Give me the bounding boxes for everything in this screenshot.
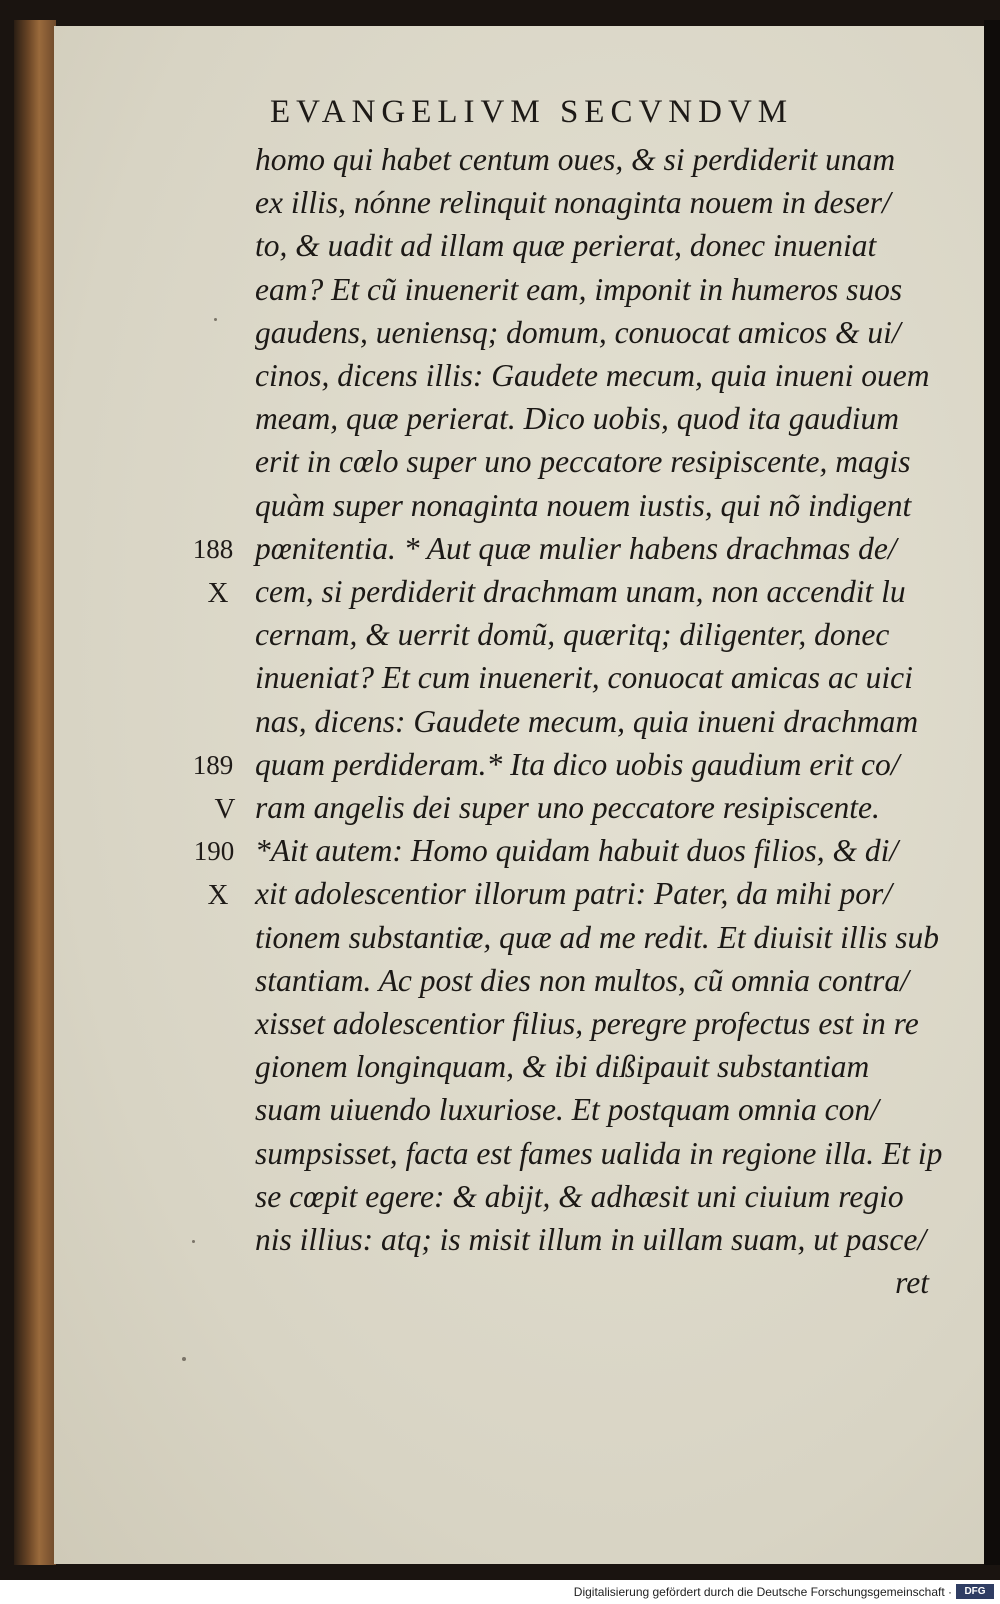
text-line: gaudens, ueniensq; domum, conuocat amicos & ui/ bbox=[255, 314, 901, 350]
margin-note-x: X bbox=[207, 879, 229, 911]
margin-note-v: V bbox=[214, 793, 236, 825]
text-line: quàm super nonaginta nouem iustis, qui nõ indigent bbox=[255, 487, 912, 523]
body-text bbox=[255, 138, 943, 1304]
text-line: cem, si perdiderit drachmam unam, non accendit lu bbox=[255, 574, 906, 610]
text-line: *Ait autem: Homo quidam habuit duos filios, & di/ bbox=[255, 833, 899, 869]
footer-credit: Digitalisierung gefördert durch die Deutsche Forschungsgemeinschaft · bbox=[573, 1585, 952, 1599]
margin-note-x: X bbox=[207, 577, 229, 609]
text-line: inueniat? Et cum inuenerit, conuocat amicas ac uici bbox=[255, 660, 913, 696]
text-line: xit adolescentior illorum patri: Pater, da mihi por/ bbox=[255, 876, 892, 912]
text-line: eam? Et cũ inuenerit eam, imponit in humeros suos bbox=[255, 271, 903, 307]
text-line: meam, quæ perierat. Dico uobis, quod ita gaudium bbox=[255, 401, 899, 437]
text-line: cernam, & uerrit domũ, quæritq; diligenter, donec bbox=[255, 617, 890, 653]
running-head: EVANGELIVM SECVNDVM bbox=[270, 94, 794, 130]
book-binding bbox=[14, 20, 56, 1565]
text-line: quam perdideram.* Ita dico uobis gaudium erit co/ bbox=[255, 746, 900, 782]
text-line: nas, dicens: Gaudete mecum, quia inueni drachmam bbox=[255, 703, 919, 739]
text-line: xisset adolescentior filius, peregre profectus est in re bbox=[255, 1006, 919, 1042]
text-line: sumpsisset, facta est fames ualida in regione illa. Et ip bbox=[255, 1135, 943, 1171]
page-edge-shadow bbox=[984, 20, 1000, 1565]
text-line: suam uiuendo luxuriose. Et postquam omnia con/ bbox=[255, 1092, 879, 1128]
text-line: nis illius: atq; is misit illum in uillam suam, ut pasce/ bbox=[255, 1222, 927, 1258]
text-line: to, & uadit ad illam quæ perierat, donec inueniat bbox=[255, 228, 877, 264]
dfg-logo-icon: DFG bbox=[956, 1584, 994, 1599]
text-line: stantiam. Ac post dies non multos, cũ omnia contra/ bbox=[255, 962, 909, 998]
text-line: cinos, dicens illis: Gaudete mecum, quia inueni ouem bbox=[255, 358, 930, 394]
paper-speck bbox=[192, 1240, 195, 1243]
paper-speck bbox=[182, 1357, 186, 1361]
text-line: ex illis, nónne relinquit nonaginta nouem in deser/ bbox=[255, 185, 891, 221]
margin-note-188: 188 bbox=[192, 534, 234, 564]
margin-note-190: 190 bbox=[193, 836, 235, 866]
text-line: se cœpit egere: & abijt, & adhæsit uni ciuium regio bbox=[255, 1178, 904, 1214]
paper-speck bbox=[214, 318, 217, 321]
text-line: gionem longinquam, & ibi dißipauit substantiam bbox=[255, 1049, 870, 1085]
text-line: ram angelis dei super uno peccatore resipiscente. bbox=[255, 790, 880, 826]
text-line: erit in cœlo super uno peccatore resipiscente, magis bbox=[255, 444, 911, 480]
margin-note-189: 189 bbox=[192, 750, 234, 780]
text-line: pœnitentia. * Aut quæ mulier habens drachmas de/ bbox=[255, 530, 897, 566]
text-line: tionem substantiæ, quæ ad me redit. Et diuisit illis sub bbox=[255, 919, 939, 955]
text-line: homo qui habet centum oues, & si perdiderit unam bbox=[255, 142, 896, 177]
catchword: ret bbox=[895, 1265, 929, 1301]
